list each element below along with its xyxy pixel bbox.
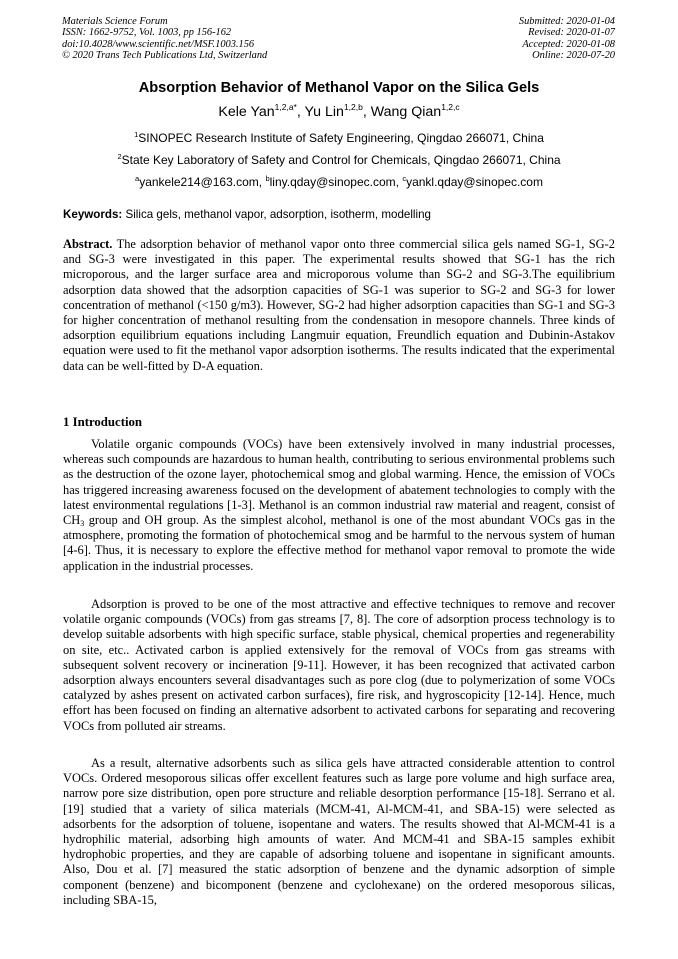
keywords-text: Silica gels, methanol vapor, adsorption, isotherm, modelling [122, 208, 431, 221]
email-list [0, 175, 678, 189]
section-heading: 1 Introduction [63, 415, 143, 429]
paragraph-3: As a result, alternative adsorbents such as silica gels have attracted considerable attention to control VOCs. Ordered mesoporous silicas offer excellent features such as large pore volume and high surface area, narrow pore size distribution, open pore structure and reliable desorption performance [15-18]. Serrano et al. [19] studied that a variety of silica materials (MCM-41, Al-MCM-41, and SBA-15) were selected as adsorbents for the adsorption of toluene, isopentane and waters. The results showed that Al-MCM-41 is a hydrophilic material, adsorbing high amounts of water. And MCM-41 and SBA-15 samples exhibit hydrophobic properties, and they are capable of adsorbing toluene and isopentane in significant amounts. Also, Dou et al. [7] measured the static adsorption of benzene and the dynamic adsorption of simple component (benzene) and bicomponent (benzene and cyclohexane) on the ordered mesoporous silicas, including SBA-15, [63, 756, 615, 907]
paragraph-text: Volatile organic compounds (VOCs) have been extensively involved in many industrial processes, whereas such compounds are hazardous to human health, contributing to serious environmental problems such as the destruction of the ozone layer, photochemical smog and global warming. Hence, the emission of VOCs has triggered increasing awareness focused on the development of abatement technologies to comply with the latest environmental regulations [1-3]. Methanol is an common industrial raw material and reagent, consist of CH [63, 437, 615, 528]
revised-date: Revised: 2020-01-07 [528, 27, 615, 39]
keywords-label: Keywords: [63, 208, 123, 221]
issn-line: ISSN: 1662-9752, Vol. 1003, pp 156-162 [62, 27, 232, 39]
abstract-text: The adsorption behavior of methanol vapor onto three commercial silica gels named SG-1, SG-2 and SG-3 were investigated in this paper. The experimental results showed that SG-1 has the rich microporous, and the larger surface area and microporous volume than SG-2 and SG-3.The equilibrium adsorption data showed that the adsorption capacities of SG-1 was superior to SG-2 and SG-3 for lower concentration of methanol (<150 g/m3). However, SG-2 had higher adsorption capacities than SG-1 and SG-3 for higher concentration of methanol resulting from the condensation in mesopore channels. Three kinds of adsorption equilibrium equations including Langmuir equation, Freundlich equation and Dubinin-Astakov equation were used to fit the methanol vapor adsorption isotherms. The results indicated that the experimental data can be well-fitted by D-A equation. [63, 237, 615, 373]
copyright-line: © 2020 Trans Tech Publications Ltd, Switzerland [62, 50, 268, 62]
submitted-date: Submitted: 2020-01-04 [518, 16, 615, 27]
author-name: Yu Lin [304, 104, 344, 120]
email-mark: b [265, 174, 270, 183]
paragraph-1 [63, 437, 615, 574]
affiliation-number: 2 [117, 152, 122, 161]
author-separator: , [296, 104, 305, 120]
email-link[interactable]: liny.qday@sinopec.com, [269, 175, 403, 189]
email-link[interactable]: yankele214@163.com, [139, 175, 266, 189]
affiliation-1 [0, 131, 678, 145]
affiliation-text: State Key Laboratory of Safety and Control for Chemicals, Qingdao 266071, China [121, 153, 561, 167]
author-separator: , [362, 104, 371, 120]
abstract-label: Abstract. [63, 237, 113, 251]
author-affiliation-mark: 1,2,b [343, 102, 363, 112]
keywords [63, 208, 615, 221]
subscript: 3 [80, 519, 85, 529]
dates-header [519, 16, 615, 62]
affiliation-number: 1 [134, 130, 139, 139]
author-affiliation-mark: 1,2,a* [274, 102, 297, 112]
affiliation-2 [0, 153, 678, 167]
paragraph-2: Adsorption is proved to be one of the most attractive and effective techniques to remove and recover volatile organic compounds (VOCs) from gas streams [7, 8]. The core of adsorption process technology is to develop suitable adsorbents with high specific surface, stable physical, chemical properties and regenerability on site, etc.. Activated carbon is applied extensively for the removal of VOCs from gas streams with subsequent solvent recovery or incineration [9-11]. However, it has been recognized that activated carbon adsorption always encounters several disadvantages such as pore clog (due to polymerization of some VOCs catalyzed by ashes present on activated carbon surfaces), fire risk, and hygroscopicity [12-14]. Hence, much effort has been focused on finding an alternative adsorbent to activated carbons for separating and recovering VOCs from polluted air streams. [63, 597, 615, 733]
author-list [0, 104, 678, 120]
paragraph-text: group and OH group. As the simplest alcohol, methanol is one of the most abundant VOCs gas in the atmosphere, promoting the formation of photochemical smog and be harmful to the nervous system of human [4-6]. Thus, it is necessary to explore the effective method for methanol vapor removal to promote the wide application in the industrial processes. [63, 513, 615, 573]
abstract [63, 237, 615, 374]
accepted-date: Accepted: 2020-01-08 [522, 38, 615, 50]
journal-header [62, 16, 267, 62]
affiliation-text: SINOPEC Research Institute of Safety Engineering, Qingdao 266071, China [138, 131, 544, 145]
journal-name: Materials Science Forum [62, 16, 168, 27]
email-link[interactable]: yankl.qday@sinopec.com [406, 175, 543, 189]
author-name: Wang Qian [370, 104, 442, 120]
online-date: Online: 2020-07-20 [532, 50, 615, 62]
doi-line: doi:10.4028/www.scientific.net/MSF.1003.156 [62, 38, 255, 50]
author-name: Kele Yan [218, 104, 275, 120]
email-mark: c [402, 174, 407, 183]
author-affiliation-mark: 1,2,c [441, 102, 460, 112]
email-mark: a [135, 174, 140, 183]
paper-title: Absorption Behavior of Methanol Vapor on the Silica Gels [138, 80, 540, 96]
